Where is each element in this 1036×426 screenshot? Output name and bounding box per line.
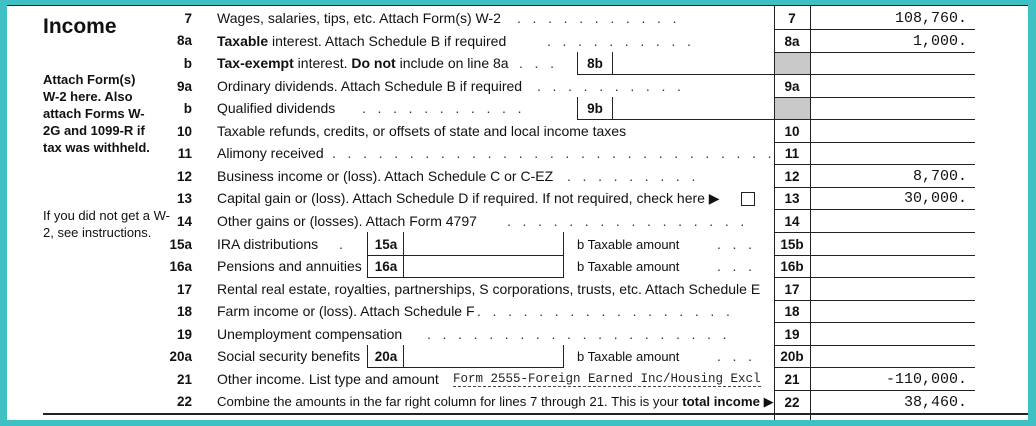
leader-dots: . <box>339 236 343 252</box>
line-8a-label <box>217 33 506 49</box>
line-19-box-label: 19 <box>784 327 800 342</box>
row-sep <box>775 187 975 188</box>
line-10-label: Taxable refunds, credits, or offsets of state and local income taxes <box>217 123 627 139</box>
row-sep <box>775 300 975 301</box>
line-number: 11 <box>177 146 192 161</box>
line-16a-input[interactable] <box>404 255 563 277</box>
line-11-box-label: 11 <box>784 146 800 161</box>
line-9b-label: Qualified dividends <box>217 100 336 116</box>
leader-dots: . . . . . . . . . <box>567 168 696 184</box>
line-16b-box-label: 16b <box>780 259 804 274</box>
line-22-amount[interactable]: 38,460. <box>903 394 967 411</box>
line-17-label: Rental real estate, royalties, partnerships, S corporations, trusts, etc. Attach Schedule E <box>217 281 761 297</box>
line-22-label <box>217 394 774 410</box>
inner-box-right <box>563 345 564 367</box>
leader-dots: . . . <box>717 258 753 274</box>
line-21-write-in[interactable]: Form 2555-Foreign Earned Inc/Housing Excl <box>453 372 761 386</box>
line-letter: b <box>183 101 192 116</box>
line-7-label: Wages, salaries, tips, etc. Attach Form(s) W-2 <box>217 10 501 26</box>
leader-dots: . . . . . . . . . . <box>547 33 691 49</box>
inner-box-left <box>367 255 368 277</box>
row-sep <box>775 232 975 233</box>
line-8b-label <box>217 55 509 71</box>
line-20b-taxable-label: b Taxable amount <box>577 349 680 364</box>
line-15a-box-label: 15a <box>374 237 398 252</box>
line-number: 20a <box>169 349 192 364</box>
line-number: 10 <box>176 124 192 139</box>
line-8a-amount[interactable]: 1,000. <box>912 33 967 50</box>
no-w2-note: If you did not get a W-2, see instructions. <box>43 208 170 240</box>
row-sep <box>775 367 975 368</box>
line-20a-box-label: 20a <box>374 349 398 364</box>
line-letter: b <box>183 56 192 71</box>
line-15a-label: IRA distributions <box>217 236 319 252</box>
inner-box-left <box>367 232 368 255</box>
row-sep <box>775 74 975 75</box>
row-sep <box>775 142 975 143</box>
leader-dots: . . . . . . . . . . . <box>517 10 677 26</box>
line-number: 16a <box>169 259 192 274</box>
bold-text: Tax-exempt <box>217 55 294 71</box>
line-number: 17 <box>176 282 192 297</box>
line-16a-label: Pensions and annuities <box>217 258 362 274</box>
line-15b-taxable-label: b Taxable amount <box>577 237 680 252</box>
amount-col-divider <box>810 5 811 420</box>
bold-text: total income <box>682 394 760 409</box>
line-21-box-label: 21 <box>784 372 800 387</box>
line-number: 18 <box>176 304 192 319</box>
row-sep <box>775 209 975 210</box>
line-18-box-label: 18 <box>784 304 800 319</box>
line-15b-box-label: 15b <box>780 237 804 252</box>
leader-dots: . . . . . . . . . . <box>537 78 681 94</box>
row-sep <box>775 29 975 30</box>
line-17-box-label: 17 <box>784 282 800 297</box>
row-sep <box>775 345 975 346</box>
line-8a-bold: Taxable <box>217 33 269 49</box>
top-border <box>7 5 1028 6</box>
line-12-box-label: 12 <box>784 169 800 184</box>
line-number: 13 <box>176 191 192 206</box>
text: include on line 8a <box>395 55 509 71</box>
line-number: 8a <box>176 33 192 48</box>
leader-dots: . . . . . . . . . . . . . . . . . <box>477 303 730 319</box>
row-sep <box>775 277 975 278</box>
line-21-amount[interactable]: -110,000. <box>885 371 967 388</box>
line-number: 19 <box>176 327 192 342</box>
line-19-label: Unemployment compensation <box>217 326 403 342</box>
line-21-label: Other income. List type and amount <box>217 371 439 387</box>
line-13-amount[interactable]: 30,000. <box>903 190 967 207</box>
line-16b-taxable-label: b Taxable amount <box>577 259 680 274</box>
leader-dots: . . . <box>519 55 555 71</box>
line-number: 21 <box>176 372 192 387</box>
row-sep <box>775 255 975 256</box>
line-13-label: Capital gain or (loss). Attach Schedule D if required. If not required, check here ▶ <box>217 190 720 206</box>
text: interest. <box>293 55 352 71</box>
line-20a-label: Social security benefits <box>217 348 361 364</box>
row-sep <box>775 322 975 323</box>
inner-box-bottom <box>577 119 775 120</box>
inner-box-left <box>367 345 368 367</box>
line-8b-box-label: 8b <box>587 56 603 71</box>
leader-dots: . . . . . . . . . . . <box>362 100 522 116</box>
line-number: 15a <box>169 237 192 252</box>
leader-dots: . . . <box>717 348 753 364</box>
leader-dots: . . . <box>717 236 753 252</box>
line-7-box-label: 7 <box>788 11 796 26</box>
line-13-box-label: 13 <box>784 191 800 206</box>
line-14-label: Other gains or (losses). Attach Form 4797 <box>217 213 477 229</box>
line-10-box-label: 10 <box>784 124 800 139</box>
line-number: 7 <box>184 11 192 26</box>
line-15a-input[interactable] <box>404 232 563 255</box>
line-20a-input[interactable] <box>404 345 563 367</box>
line-number: 9a <box>176 79 192 94</box>
line-9a-box-label: 9a <box>784 79 800 94</box>
section-title: Income <box>43 15 117 38</box>
line-16a-box-label: 16a <box>374 259 398 274</box>
bold-text: Do not <box>351 55 396 71</box>
line-14-box-label: 14 <box>784 214 800 229</box>
line-20b-box-label: 20b <box>780 349 804 364</box>
text: Combine the amounts in the far right column for lines 7 through 21. This is your <box>217 394 683 409</box>
inner-box-bottom <box>367 367 564 368</box>
shaded-cell-9b <box>775 97 810 119</box>
line-number: 12 <box>176 169 192 184</box>
line-11-label: Alimony received <box>217 145 324 161</box>
row-sep <box>775 164 975 165</box>
line-7-amount[interactable]: 108,760. <box>894 10 967 27</box>
line-12-amount[interactable]: 8,700. <box>912 168 967 185</box>
line-9b-box-label: 9b <box>587 101 603 116</box>
line-9b-input[interactable] <box>613 97 774 119</box>
row-sep <box>775 119 975 120</box>
shaded-cell-8b <box>775 52 810 74</box>
line-12-label: Business income or (loss). Attach Schedule C or C-EZ <box>217 168 554 184</box>
arrow-icon: ▶ <box>759 394 774 409</box>
line-8a-box-label: 8a <box>784 34 800 49</box>
line-13-checkbox[interactable] <box>741 192 755 206</box>
inner-box-bottom <box>577 74 775 75</box>
inner-box-right <box>563 255 564 277</box>
leader-dots: . . . . . . . . . . . . . . . . <box>507 213 745 229</box>
tax-form-income-section <box>7 5 1028 420</box>
row-sep <box>775 52 975 53</box>
attach-w2-note: Attach Form(s) W-2 here. Also attach Forms W-2G and 1099-R if tax was withheld. <box>43 72 150 155</box>
line-8a-rest: interest. Attach Schedule B if required <box>268 33 507 49</box>
line-number: 22 <box>176 394 192 409</box>
row-sep <box>775 390 975 391</box>
line-number: 14 <box>176 214 192 229</box>
line-22-box-label: 22 <box>784 395 800 410</box>
inner-box-bottom <box>367 277 564 278</box>
line-18-label: Farm income or (loss). Attach Schedule F <box>217 303 475 319</box>
row-sep <box>775 97 975 98</box>
inner-box-right <box>563 232 564 255</box>
leader-dots: . . . . . . . . . . . . . . . . . . . . <box>427 326 727 342</box>
line-9a-label: Ordinary dividends. Attach Schedule B if required <box>217 78 523 94</box>
leader-dots: . . . . . . . . . . . . . . . . . . . . . . . . . . . . . <box>332 145 772 161</box>
bottom-border <box>43 413 1028 415</box>
line-8b-input[interactable] <box>613 52 774 74</box>
